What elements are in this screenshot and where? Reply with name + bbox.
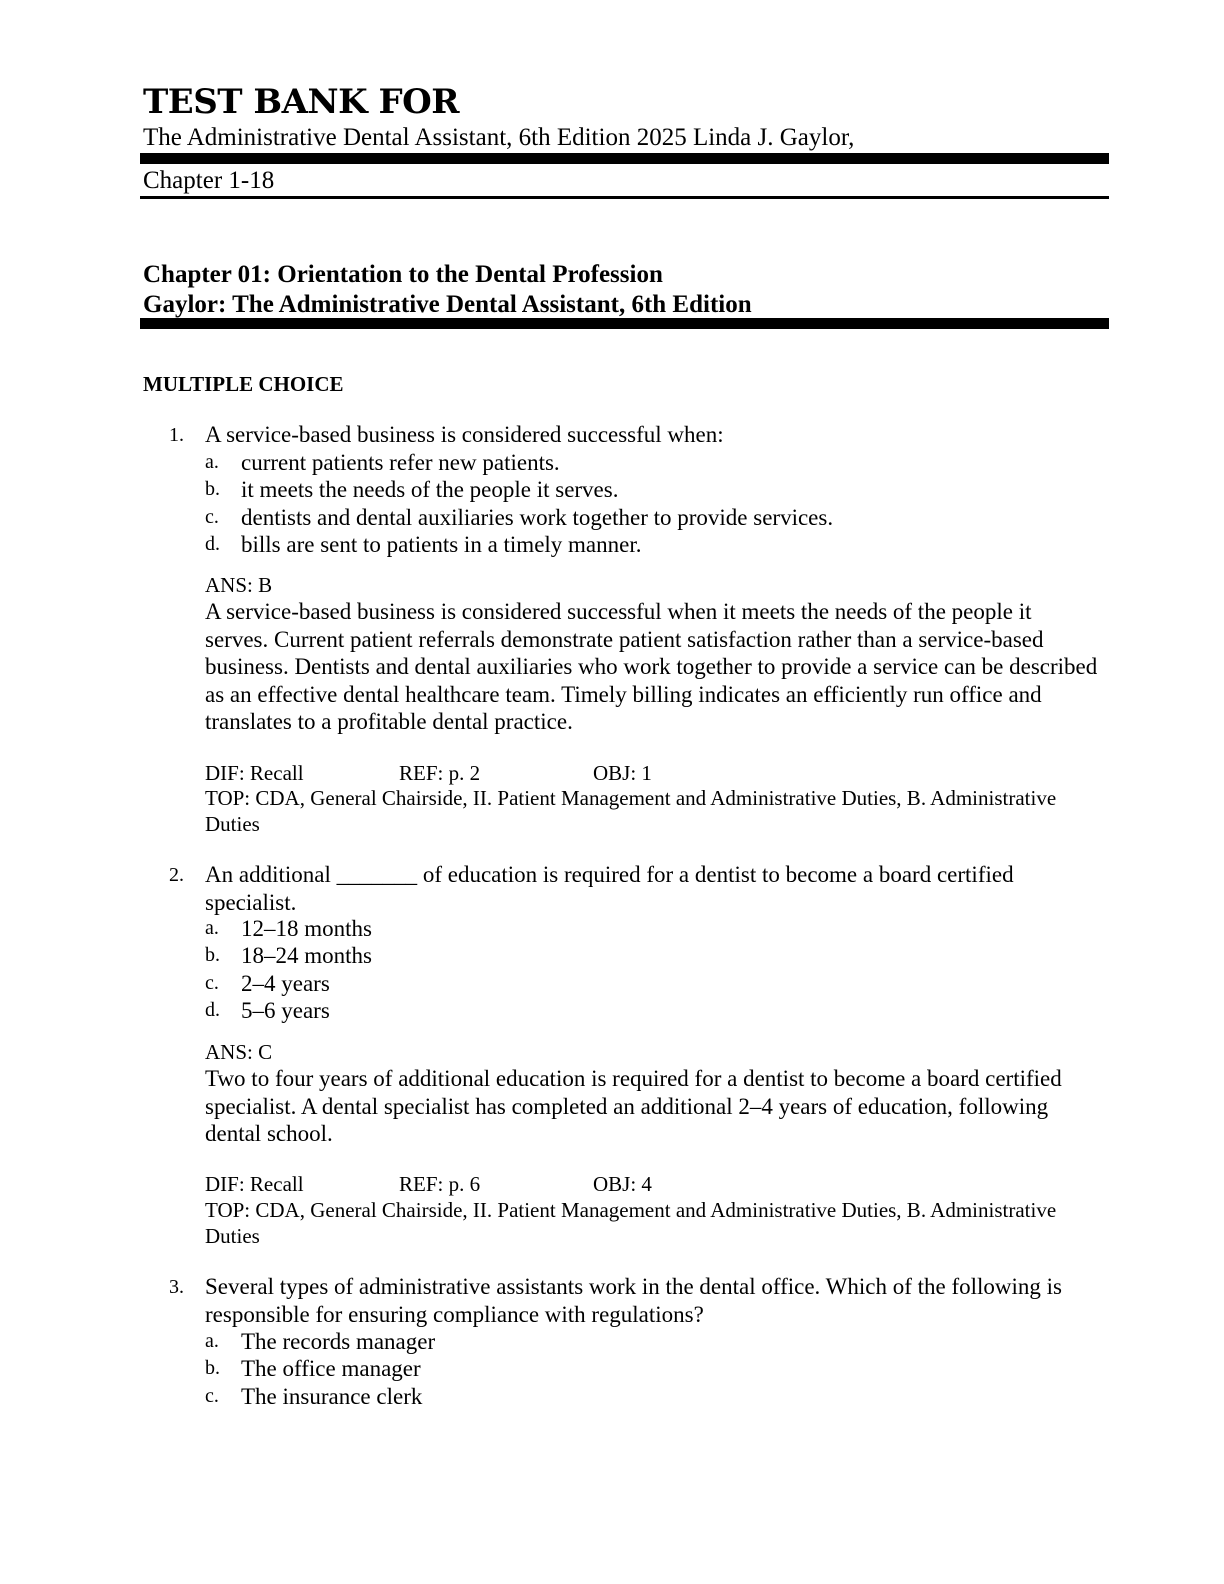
option-letter: a. [205,917,219,939]
objective: OBJ: 4 [593,1172,652,1196]
option-letter: b. [205,1357,220,1380]
question-text: A service-based business is considered successful when: [205,422,724,447]
option-text: it meets the needs of the people it serves. [241,477,619,503]
option-text: bills are sent to patients in a timely manner. [241,531,642,557]
option-letter: c. [205,1384,219,1407]
difficulty: DIF: Recall [205,1172,304,1196]
chapter-subtitle: Gaylor: The Administrative Dental Assistant, 6th Edition [143,291,752,318]
option-text: The records manager [241,1329,436,1354]
question-number: 1. [169,424,184,446]
question-number: 3. [169,1276,184,1298]
option-text: dentists and dental auxiliaries work together to provide services. [241,504,834,530]
topic: TOP: CDA, General Chairside, II. Patient Management and Administrative Duties, B. Administrative Duties [205,786,1057,836]
option-text: 2–4 years [241,970,330,996]
answer-rationale: A service-based business is considered successful when it meets the needs of the people it serves. Current patient referrals demonstrate patient satisfaction rather than a service-based business. Dentists and dental auxiliaries who work together to provide a service can be described as an effective dental healthcare team. Timely billing indicates an efficiently run office and translates to a profitable dental practice. [205,599,1098,734]
book-title-line: The Administrative Dental Assistant, 6th Edition 2025 Linda J. Gaylor, [143,124,855,151]
section-label: MULTIPLE CHOICE [143,372,344,396]
option-text: 12–18 months [241,916,372,941]
question-number: 2. [169,864,184,886]
difficulty: DIF: Recall [205,761,304,785]
option-text: 18–24 months [241,943,372,969]
option-text: 5–6 years [241,997,330,1023]
option-letter: b. [205,944,220,967]
option-text: The office manager [241,1356,421,1382]
chapter-range: Chapter 1-18 [143,167,275,194]
option-letter: a. [205,1330,219,1352]
chapter-rule-thick [140,318,1109,329]
answer-key: ANS: C [205,1040,273,1064]
objective: OBJ: 1 [593,761,652,785]
page-reference: REF: p. 6 [399,1172,481,1196]
option-letter: a. [205,451,219,473]
option-text: current patients refer new patients. [241,450,560,475]
option-letter: d. [205,998,220,1021]
question-text: An additional _______ of education is required for a dentist to become a board certified specialist. [205,862,1014,915]
header-rule-thick [140,153,1109,164]
option-letter: c. [205,971,219,994]
header-rule-thin [140,196,1109,199]
test-bank-title: TEST BANK FOR [143,82,460,122]
page-reference: REF: p. 2 [399,761,481,785]
topic: TOP: CDA, General Chairside, II. Patient Management and Administrative Duties, B. Administrative Duties [205,1198,1057,1248]
answer-key: ANS: B [205,573,273,597]
option-letter: b. [205,478,220,501]
option-letter: c. [205,505,219,528]
answer-rationale: Two to four years of additional education is required for a dentist to become a board certified specialist. A dental specialist has completed an additional 2–4 years of education, following dental school. [205,1066,1062,1146]
chapter-heading [143,260,752,320]
option-letter: d. [205,532,220,555]
chapter-title: Chapter 01: Orientation to the Dental Profession [143,261,663,288]
option-text: The insurance clerk [241,1383,423,1409]
question-text: Several types of administrative assistants work in the dental office. Which of the following is responsible for ensuring compliance with regulations? [205,1274,1062,1327]
